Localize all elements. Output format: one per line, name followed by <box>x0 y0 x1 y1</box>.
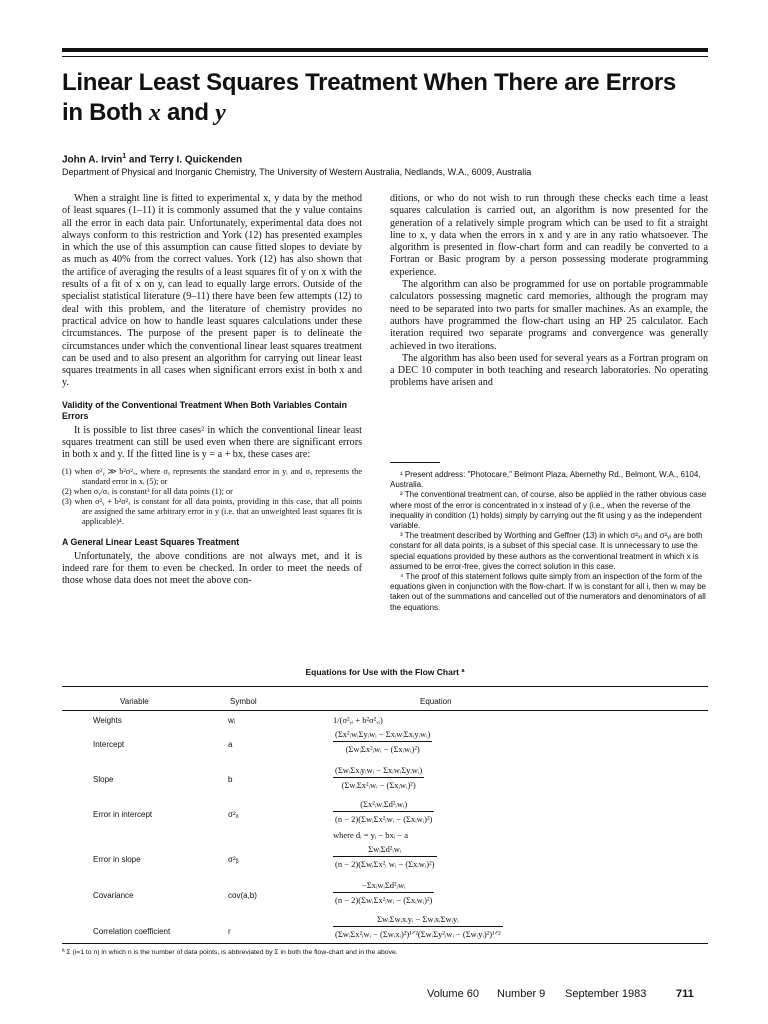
author-2: Terry I. Quickenden <box>149 154 243 166</box>
footnote-rule <box>390 462 440 463</box>
table-row-slope-variable: Slope <box>93 775 114 784</box>
table-row-intercept-variable: Intercept <box>93 740 125 749</box>
table-row-error-intercept-symbol: σ²ₐ <box>228 810 239 819</box>
cases-paragraph: It is possible to list three cases² in which the conventional linear least squares treatment can still be used even when there are significant errors in both x and y. If the fitted line is y = a + bx, these cases are: <box>62 424 362 461</box>
general-paragraph: Unfortunately, the above conditions are not always met, and it is indeed rare for them to even be checked. In order to meet the needs of those whose data does not meet the above con- <box>62 550 362 587</box>
table-row-weights-symbol: wᵢ <box>228 716 236 725</box>
footnote-3: ³ The treatment described by Worthing and Geffner (13) in which σ²ₓᵢ and σ²ᵧᵢ are both constant for all data points, is a subset of this special case. It is unnecessary to use the special equations provided by these authors as the conventional treatment in which x is assumed to be error-free, gives the correct solution in this case. <box>390 531 703 571</box>
slope-denominator: (ΣwᵢΣx²ᵢwᵢ − (Σxᵢwᵢ)²) <box>341 780 416 790</box>
table-rule-mid <box>62 710 708 711</box>
footnote-4: ⁴ The proof of this statement follows quite simply from an inspection of the form of the equations given in conjunction with the flow-chart. If wᵢ is constant for all i, then wᵢ may be taken out of the summations and cancelled out of the numerators and denominators of all the equations. <box>390 572 707 612</box>
table-row-covariance-equation <box>333 879 434 906</box>
case-2: (2) when σᵧ/σₓ is constant³ for all data points (1); or <box>62 486 233 496</box>
table-row-weights-equation: 1/(σ²ᵧᵢ + b²σ²ₓᵢ) <box>333 715 383 725</box>
slope-numerator: (ΣwᵢΣxᵢyᵢwᵢ − ΣxᵢwᵢΣyᵢwᵢ) <box>333 764 424 778</box>
footer-page-number: 711 <box>676 988 694 1000</box>
table-footnote: ª Σ (i=1 to n) in which n is the number of data points, is abbreviated by Σ in both the flow-chart and in the above. <box>62 949 398 956</box>
table-header-variable: Variable <box>120 697 149 706</box>
covariance-numerator: −ΣxᵢwᵢΣd²ᵢwᵢ <box>333 879 434 893</box>
cases-list <box>62 467 362 527</box>
author-1: John A. Irvin <box>62 154 123 166</box>
footer-number: Number 9 <box>497 988 546 1000</box>
footer-date: September 1983 <box>565 988 647 1000</box>
error-slope-numerator: ΣwᵢΣd²ᵢwᵢ <box>333 843 437 857</box>
error-intercept-where: where dᵢ = yᵢ − bxᵢ − a <box>333 830 408 840</box>
author-1-sup: 1 <box>122 153 127 160</box>
title-line-2: in Both <box>62 99 149 126</box>
title-line-1: Linear Least Squares Treatment When There are Errors <box>62 69 676 96</box>
title-var-x: x <box>148 100 161 126</box>
table-row-correlation-variable: Correlation coefficient <box>93 927 171 936</box>
table-row-error-slope-equation <box>333 843 437 870</box>
title-var-y: y <box>215 100 226 126</box>
section-heading-validity: Validity of the Conventional Treatment When Both Variables Contain Errors <box>62 399 347 421</box>
table-row-correlation-equation <box>333 913 503 940</box>
right-paragraph-2: The algorithm can also be programmed for use on portable programmable calculators possessing magnetic card memories, although the program may need to be separated into two parts for smaller machines. As an example, the authors have programmed the flow-chart using an HP 25 calculator. Each iteration required two separate programs and convergence was generally achieved in two iterations. <box>390 279 708 352</box>
table-rule-bottom <box>62 943 708 944</box>
table-row-slope-symbol: b <box>228 775 233 784</box>
intercept-numerator: (Σx²ᵢwᵢΣyᵢwᵢ − ΣxᵢwᵢΣxᵢyᵢwᵢ) <box>333 728 432 742</box>
title-and: and <box>160 99 216 126</box>
affiliation: Department of Physical and Inorganic Chemistry, The University of Western Australia, Nedlands, W.A., 6009, Australia <box>62 167 532 177</box>
table-row-correlation-symbol: r <box>228 927 231 936</box>
case-3: (3) when σ²ᵧ + b²σ²ₓ is constant for all data points, providing in this case, that all points are assigned the same arbitrary error in y (i.e. that an unweighted least squares fit is applicable)⁴. <box>62 496 362 526</box>
table-row-covariance-symbol: cov(a,b) <box>228 891 257 900</box>
footnotes <box>390 470 708 613</box>
table-row-error-slope-symbol: σ²ᵦ <box>228 855 239 864</box>
intro-paragraph: When a straight line is fitted to experimental x, y data by the method of least squares (1–11) it is commonly assumed that the y value contains all the error in each data pair. Unfortunately, experimental data does not always conform to this restriction and York (12) has presented examples in which the use of this assumption can cause fitted slopes to deviate by as much as 40% from the correct values. York (12) has also shown that the artifice of averaging the results of a least squares fit of y on x with the results of a fit of x on y, can lead to equally large errors. Outside of the specialist statistical literature (9–11) there have been few attempts (12) to deal with this problem, and the literature of chemistry provides no practical advice on how to handle least squares calculations under these circumstances. The purpose of the present paper is to delineate the circumstances under which the conventional linear least squares treatment can be used and to also present an algorithm for carrying out linear least squares treatments in all cases when significant errors exist in both x and y. <box>62 193 362 389</box>
left-column <box>62 193 362 588</box>
covariance-denominator: (n − 2)(ΣwᵢΣx²ᵢwᵢ − (Σxᵢwᵢ)²) <box>335 895 433 905</box>
top-rule-thick <box>62 48 708 52</box>
section-heading-general: A General Linear Least Squares Treatment <box>62 536 240 547</box>
intercept-denominator: (ΣwᵢΣx²ᵢwᵢ − (Σxᵢwᵢ)²) <box>345 744 420 754</box>
table-row-intercept-symbol: a <box>228 740 233 749</box>
article-title <box>62 68 712 128</box>
table-row-weights-variable: Weights <box>93 716 122 725</box>
table-header-symbol: Symbol <box>230 697 257 706</box>
footer-volume: Volume 60 <box>427 988 479 1000</box>
correlation-denominator: (ΣwᵢΣx²ᵢwᵢ − (Σwᵢxᵢ)²)¹ᐟ²(ΣwᵢΣy²ᵢwᵢ − (Σwᵢyᵢ)²)¹ᐟ² <box>335 929 501 939</box>
authors <box>62 153 242 165</box>
table-row-error-slope-variable: Error in slope <box>93 855 141 864</box>
error-intercept-denominator: (n − 2)(ΣwᵢΣx²ᵢwᵢ − (Σxᵢwᵢ)²) <box>335 814 433 824</box>
table-row-slope-equation <box>333 764 424 791</box>
table-row-covariance-variable: Covariance <box>93 891 134 900</box>
right-paragraph-3: The algorithm has also been used for several years as a Fortran program on a DEC 10 computer in both teaching and research laboratories. No operating problems have arisen and <box>390 352 708 389</box>
authors-and: and <box>126 154 150 166</box>
table-row-intercept-equation <box>333 728 432 755</box>
error-slope-denominator: (n − 2)(ΣwᵢΣx²ᵢ wᵢ − (Σxᵢwᵢ)²) <box>335 859 435 869</box>
table-header-equation: Equation <box>420 697 452 706</box>
table-caption: Equations for Use with the Flow Chart ª <box>305 667 465 677</box>
table-rule-top <box>62 686 708 687</box>
table-row-error-intercept-variable: Error in intercept <box>93 810 153 819</box>
right-column <box>390 193 708 390</box>
footnote-1: ¹ Present address: "Photocare," Belmont Plaza, Abernethy Rd., Belmont, W.A., 6104, Australia. <box>390 470 701 490</box>
case-1: (1) when σ²ᵧ ≫ b²σ²ₓ, where σᵧ represents the standard error in yᵢ and σₓ represents the standard error in xᵢ (5); or <box>62 466 362 486</box>
correlation-numerator: ΣwᵢΣwᵢxᵢyᵢ − ΣwᵢxᵢΣwᵢyᵢ <box>333 913 503 927</box>
error-intercept-numerator: (Σx²ᵢwᵢΣd²ᵢwᵢ) <box>333 798 434 812</box>
right-paragraph-1: ditions, or who do not wish to run through these checks each time a least squares calculation is carried out, an algorithm is now presented for the generation of a relatively simple program which can be used to fit a straight line to x, y data when the errors in x and y are in any ratio whatsoever. The algorithm is presented in flow-chart form and can readily be converted to a Fortran or Basic program by a person possessing moderate programming experience. <box>390 193 708 278</box>
table-row-error-intercept-equation <box>333 798 434 825</box>
top-rule-thin <box>62 56 708 57</box>
footnote-2: ² The conventional treatment can, of course, also be applied in the rather obvious case where most of the error is concentrated in x instead of y (i.e., when the reverse of the inequality in condition (1) holds) simply by carrying out the fit using y as the independent variable. <box>390 490 707 531</box>
